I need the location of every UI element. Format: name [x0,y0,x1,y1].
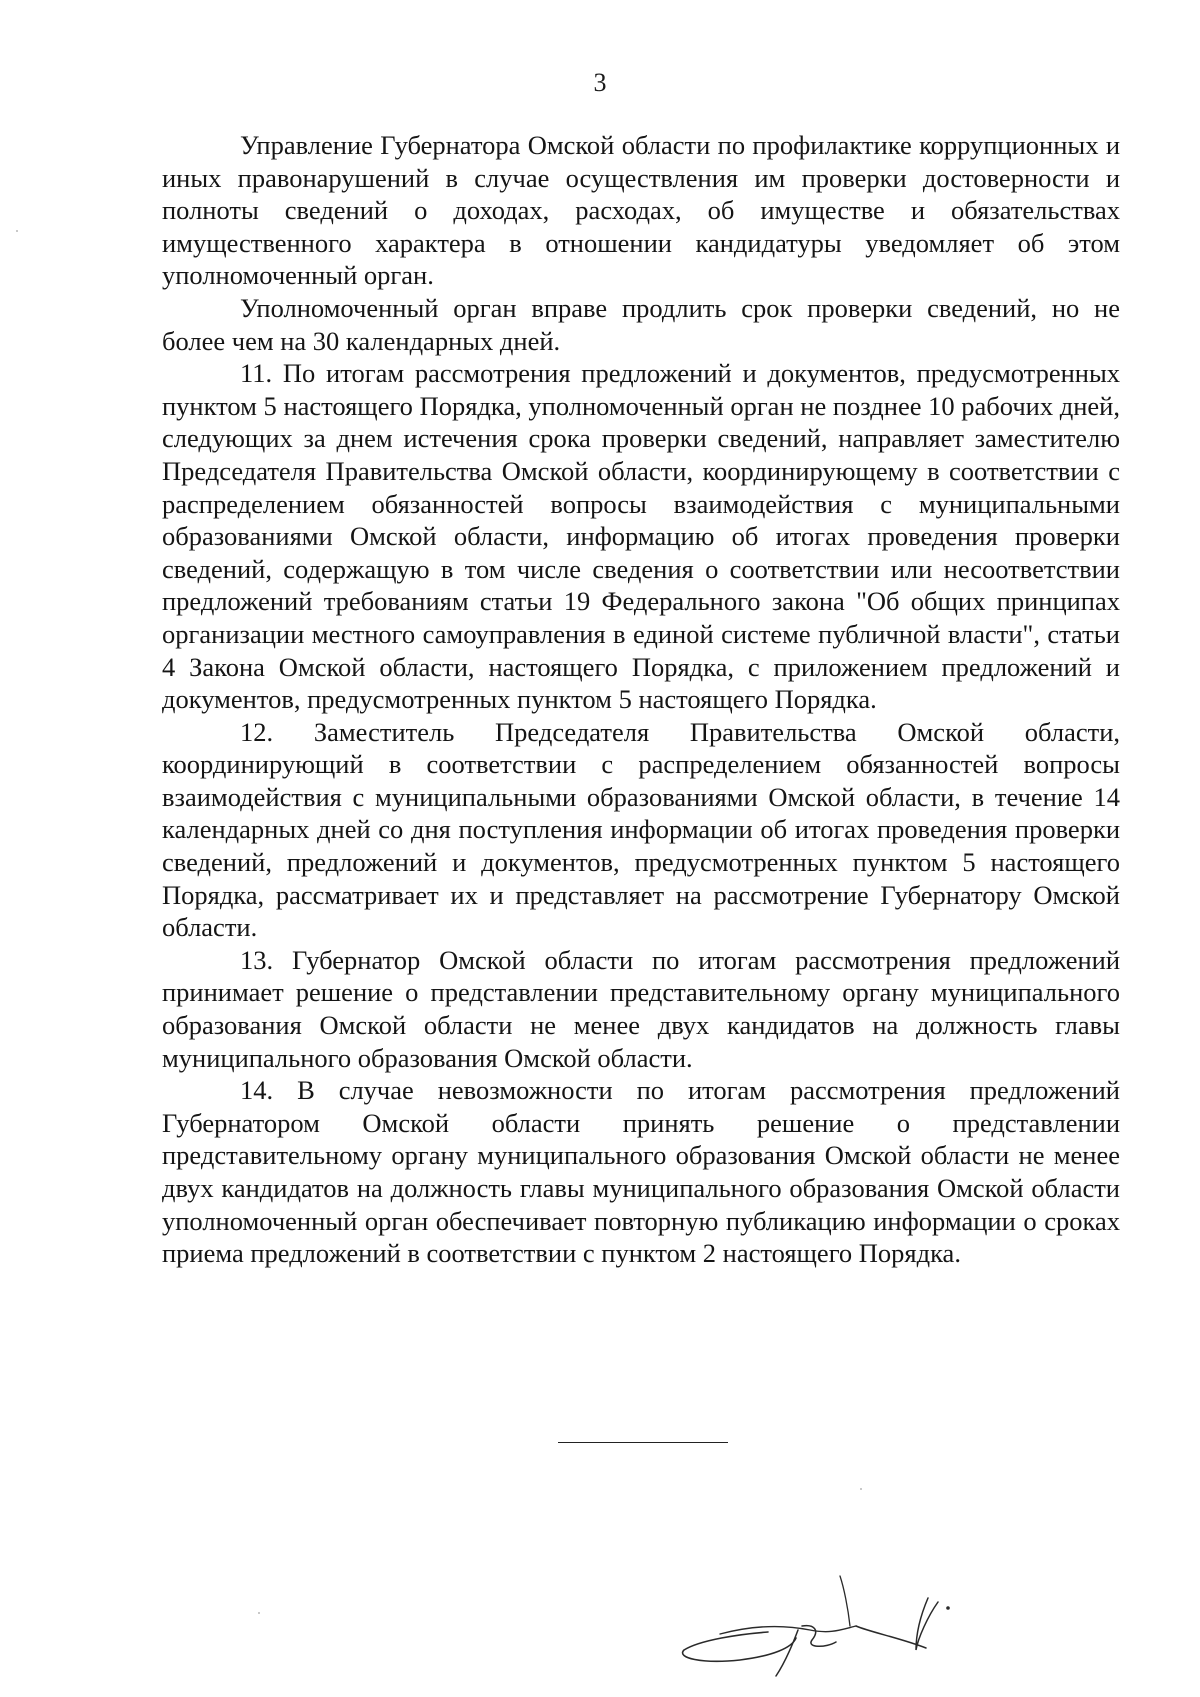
page-number: 3 [593,68,607,97]
signature-stroke-upper [840,1576,850,1626]
paragraph-12: 12. Заместитель Председателя Правительства Омской области, координирующий в соответствии с распределением обязанностей вопросы взаимодействия с муниципальными образованиями Омской области, в течение 14 календарных дней со дня поступления информации об итогах проведения проверки сведений, предложений и документов, предусмотренных пунктом 5 настоящего Порядка, рассматривает их и представляет на рассмотрение Губернатору Омской области. [162,716,1120,943]
signature-stroke-loop [683,1632,796,1661]
signature-stroke-tail [856,1598,938,1650]
scan-speck [16,230,18,232]
paragraph-2: Уполномоченный орган вправе продлить срок проверки сведений, но не более чем на 30 календарных дней. [162,292,1120,356]
scan-speck [258,1612,260,1614]
scan-speck [860,1488,862,1490]
paragraph-11: 11. По итогам рассмотрения предложений и документов, предусмотренных пунктом 5 настоящего Порядка, уполномоченный орган не позднее 10 рабочих дней, следующих за днем истечения срока проверки сведений, направляет заместителю Председателя Правительства Омской области, координирующему в соответствии с распределением обязанностей вопросы взаимодействия с муниципальными образованиями Омской области, информацию об итогах проведения проверки сведений, содержащую в том числе сведения о соответствии или несоответствии предложений требованиям статьи 19 Федерального закона "Об общих принципах организации местного самоуправления в единой системе публичной власти", статьи 4 Закона Омской области, настоящего Порядка, с приложением предложений и документов, предусмотренных пунктом 5 настоящего Порядка. [162,358,1120,715]
signature-stroke-main [720,1626,856,1634]
paragraph-13: 13. Губернатор Омской области по итогам рассмотрения предложений принимает решение о представлении представительному органу муниципального образования Омской области не менее двух кандидатов на должность главы муниципального образования Омской области. [162,944,1120,1073]
paragraph-14: 14. В случае невозможности по итогам рассмотрения предложений Губернатором Омской области принять решение о представлении представительному органу муниципального образования Омской области не менее двух кандидатов на должность главы муниципального образования Омской области уполномоченный орган обеспечивает повторную публикацию информации о сроках приема предложений в соответствии с пунктом 2 настоящего Порядка. [162,1075,1120,1269]
end-divider-line [558,1442,728,1443]
signature-stroke-letter [776,1626,836,1676]
document-body [162,129,1120,1270]
signature-dot [946,1606,950,1610]
paragraph-1: Управление Губернатора Омской области по профилактике коррупционных и иных правонарушений в случае осуществления им проверки достоверности и полноты сведений о доходах, расходах, об имуществе и обязательствах имущественного характера в отношении кандидатуры уведомляет об этом уполномоченный орган. [162,130,1120,291]
signature-icon [680,1568,1020,1680]
